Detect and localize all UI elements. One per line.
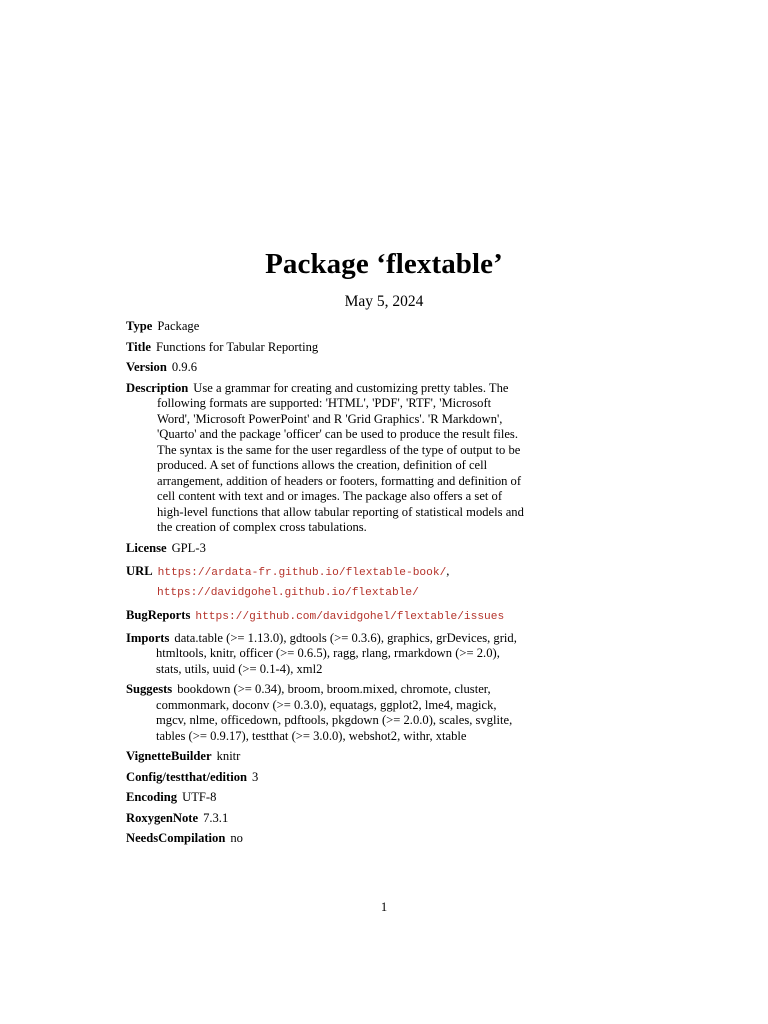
field-value: Functions for Tabular Reporting [155,339,319,354]
field-encoding [126,790,526,806]
field-value: no [230,831,243,845]
field-license [126,541,526,557]
field-value: UTF-8 [182,790,217,804]
field-value: bookdown (>= 0.34), broom, broom.mixed, chromote, cluster, commonmark, doconv (>= 0.3.0), equatags, ggplot2, lme4, magick, mgcv, nlme, officedown, pdftools, pkgdown (>= 2.0.0), scales, svglite, tables (>= 0.9.17), testthat (>= 3.0.0), webshot2, withr, xtable [156,682,513,743]
field-value: Use a grammar for creating and customizing pretty tables. The following formats are supported: 'HTML', 'PDF', 'RTF', 'Microsoft Word', 'Microsoft PowerPoint' and R 'Grid Graphics'. 'R Markdown', 'Quarto' and the package 'officer' can be used to produce the result files. The syntax is the same for the user regardless of the type of output to be produced. A set of functions allows the creation, definition of cell arrangement, addition of headers or footers, formatting and definition of cell content with text and or images. The package also offers a set of high-level functions that allow tabular reporting of statistical models and the creation of complex cross tabulations. [157,380,524,534]
field-key: RoxygenNote [126,810,199,825]
url-link-book[interactable]: https://ardata-fr.github.io/flextable-book/ [157,567,447,579]
field-needscompilation [126,831,526,847]
field-vignettebuilder [126,749,526,765]
field-key: Version [126,360,167,374]
field-value: 0.9.6 [171,360,198,374]
field-value: data.table (>= 1.13.0), gdtools (>= 0.3.6), graphics, grDevices, grid, htmltools, knitr, officer (>= 0.6.5), ragg, rlang, rmarkdown (>= 2.0), stats, utils, uuid (>= 0.1-4), xml2 [156,630,517,676]
page-title: Package ‘flextable’ [265,248,503,280]
field-description [126,381,526,536]
field-title [126,340,526,356]
field-key: License [126,540,167,555]
url-separator: , [446,564,450,578]
field-value: 7.3.1 [203,810,229,825]
field-url [126,561,526,603]
field-version [126,360,526,376]
field-key: Title [126,339,151,354]
field-value: GPL-3 [171,540,206,555]
field-type [126,319,526,335]
bugreports-link[interactable]: https://github.com/davidgohel/flextable/issues [195,611,505,623]
field-imports [126,631,526,678]
field-key: Encoding [126,790,178,804]
field-key: Config/testthat/edition [126,769,248,784]
url-link-site[interactable]: https://davidgohel.github.io/flextable/ [157,587,419,599]
field-roxygennote [126,811,526,827]
field-key: URL [126,564,153,578]
field-key: Type [126,319,153,333]
field-key: Imports [126,630,170,645]
field-bugreports [126,608,526,626]
field-key: VignetteBuilder [126,749,212,763]
field-value: Package [157,319,200,333]
page-number: 1 [380,900,388,914]
description-fields [126,319,526,852]
document-date: May 5, 2024 [344,293,424,310]
field-suggests [126,682,526,744]
field-value: knitr [216,749,241,763]
field-key: NeedsCompilation [126,831,226,845]
field-key: Description [126,380,189,395]
field-key: Suggests [126,682,173,696]
field-value: 3 [252,769,259,784]
field-key: BugReports [126,608,191,622]
field-config-testthat-edition [126,770,526,786]
